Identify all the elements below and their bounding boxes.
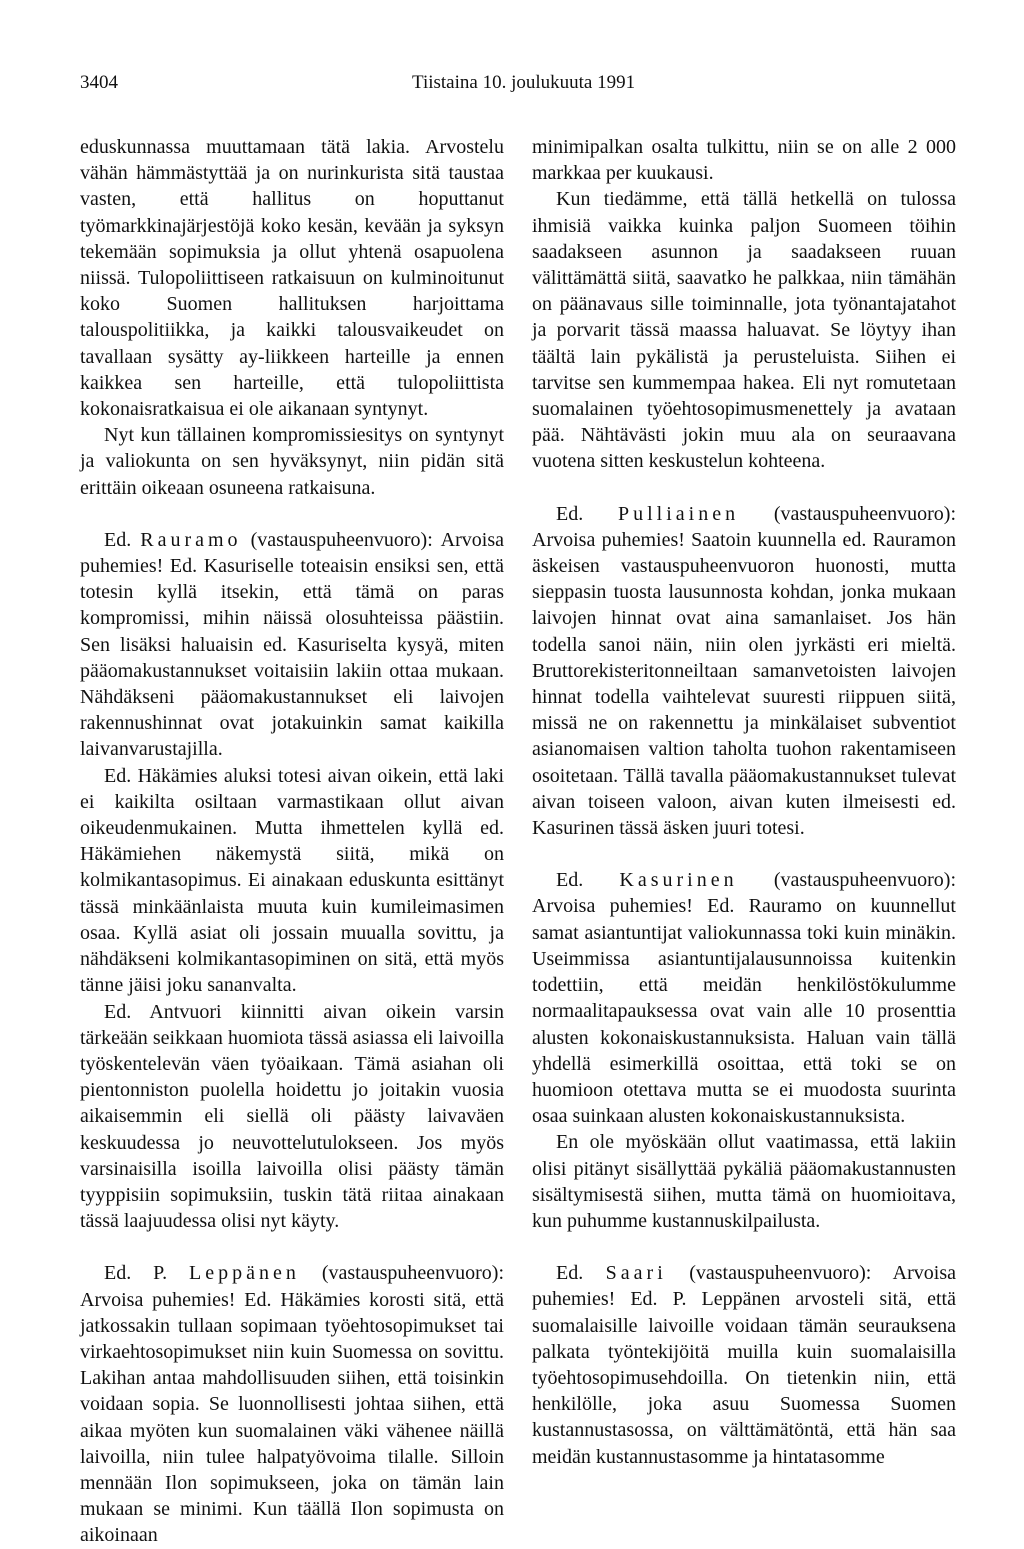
speaker-name: Saari: [605, 1262, 667, 1285]
speech-rauramo: [80, 527, 504, 763]
page-number: 3404: [80, 72, 118, 93]
paragraph: Kun tiedämme, että tällä hetkellä on tulossa ihmisiä vaikka kuinka paljon Suomeen töihin saadakseen asunnon ja saadakseen ruuan välittämättä siitä, saavatko he palkkaa, niin tämähän on päänavaus sille toiminnalle, jota työnantajatahot ja porvarit tässä maassa haluavat. Se löytyy ihan täältä lain pykälistä ja perusteluista. Siihen ei tarvitse sen kummempaa hakea. Eli nyt romutetaan suomalainen työehtosopimusmenettely ja avataan pää. Nähtävästi jokin muu ala on seuraavana vuotena sitten keskustelun kohteena.: [532, 188, 956, 473]
speaker-prefix: Ed.: [556, 1262, 584, 1285]
speaker-name: Rauramo: [140, 528, 242, 551]
left-column: [80, 134, 504, 1549]
speaker-prefix: Ed.: [556, 502, 584, 525]
speaker-name: Kasurinen: [619, 869, 738, 892]
speaker-name: Pulliainen: [617, 502, 740, 525]
paragraph: Ed. Häkämies aluksi totesi aivan oikein, että laki ei kaikilta osiltaan varmastikaan ollut aivan oikeudenmukainen. Mutta ihmettelen kyllä ed. Häkämiehen näkemystä siitä, mikä on kolmikantasopimus. Ei ainakaan eduskunta esittänyt tässä minkäänlaista muuta kuin kumileimasimen osaa. Kyllä asiat oli jossain muualla sovittu, ja nähdäkseni kolmikantasopiminen on sitä, että myös tänne jäisi joku sananvalta.: [80, 764, 504, 997]
speech-text: (vastauspuheenvuoro): Arvoisa puhemies! Ed. Kasuriselle toteaisin ensiksi sen, että totesin kyllä itsekin, että tämä on paras kompromissi, mihin näissä olosuhteissa päästiin. Sen lisäksi haluaisin ed. Kasuriselta kysyä, miten pääomakustannukset voitaisiin lakiin ottaa mukaan. Nähdäkseni pääomakustannukset eli laivojen rakennushinnat ovat jotakuinkin samat kaikilla laivanvarustajilla.: [80, 528, 505, 761]
paragraph: minimipalkan osalta tulkittu, niin se on alle 2 000 markkaa per kuukausi.: [532, 136, 956, 185]
speech-saari: [532, 1260, 956, 1470]
speech-pulliainen: [532, 501, 956, 842]
right-column: [532, 134, 956, 1470]
speaker-name: Leppänen: [189, 1262, 300, 1285]
speech-leppanen: [80, 1260, 504, 1548]
speech-text: (vastauspuheenvuoro): Arvoisa puhemies! Ed. Häkämies korosti sitä, että jatkossakin tullaan sopimaan työehtosopimukset tai virkaehtosopimukset niin kuin Suomessa on sovittu. Lakihan antaa mahdollisuuden siihen, että toisinkin voidaan sopia. Se luonnollisesti johtaa siihen, että aikaa myöten kun suomalainen väki vähenee näillä laivoilla, niin tulee halpatyövoima tilalle. Silloin mennään Ilon sopimukseen, joka on tämän lain mukaan se minimi. Kun täällä Ilon sopimusta on aikoinaan: [80, 1262, 505, 1547]
speaker-prefix: Ed.: [104, 528, 132, 551]
paragraph: Ed. Antvuori kiinnitti aivan oikein varsin tärkeään seikkaan huomiota tässä asiassa eli laivoilla työskentelevän väen työaikaan. Tämä asiahan oli pientonniston puolella hoidettu jo joitakin vuosia aikaisemmin eli siellä oli päästy laivaväen keskuudessa jo neuvottelutulokseen. Jos myös varsinaisilla isoilla laivoilla olisi päästy tämän tyyppisiin sopimuksiin, tuskin tätä riitaa ainakaan tässä laajuudessa olisi nyt käyty.: [80, 1000, 504, 1233]
speaker-prefix: Ed. P.: [104, 1262, 168, 1285]
speech-text: (vastauspuheenvuoro): Arvoisa puhemies! Saatoin kuunnella ed. Rauramon äskeisen vastauspuheenvuoron huonosti, mutta sieppasin tuosta lausunnosta kohdan, jonka mukaan laivojen hinnat ovat aina samanlaiset. Jos hän todella sanoi näin, niin olen jyrkästi eri mieltä. Bruttorekisteritonneiltaan samanvetoisten laivojen hinnat todella vaihtelevat suuresti riippuen siitä, missä ne on rakennettu ja minkälaiset subventiot asianomaisen valtion taholta tuohon rakentamiseen osoitetaan. Tällä tavalla pääomakustannukset tulevat aivan toiseen valoon, aivan kuten ilmeisesti ed. Kasurinen tässä äsken juuri totesi.: [532, 502, 956, 840]
paragraph: En ole myöskään ollut vaatimassa, että lakiin olisi pitänyt sisällyttää pykäliä pääomakustannusten sisältymisestä siihen, mutta tämä on huomioitava, kun puhumme kustannuskilpailusta.: [532, 1131, 956, 1232]
speech-kasurinen: [532, 867, 956, 1129]
page-header: [80, 72, 948, 102]
paragraph: Nyt kun tällainen kompromissiesitys on syntynyt ja valiokunta on sen hyväksynyt, niin pidän sitä erittäin oikeaan osuneena ratkaisuna.: [80, 424, 504, 499]
running-title: Tiistaina 10. joulukuuta 1991: [412, 72, 636, 93]
speaker-prefix: Ed.: [556, 869, 584, 892]
paragraph: eduskunnassa muuttamaan tätä lakia. Arvostelu vähän hämmästyttää ja on nurinkurista sitä taustaa vasten, että hallitus on hoputtanut työmarkkinajärjestöjä koko kesän, kevään ja syksyn tekemään sopimuksia ja ollut yhtenä osapuolena niissä. Tulopoliittiseen ratkaisuun on kulminoitunut koko Suomen hallituksen harjoittama talouspolitiikka, ja kaikki talousvaikeudet on tavallaan sysätty ay-liikkeen harteille ja ennen kaikkea sen harteille, että tulopoliittista kokonaisratkaisua ei ole aikanaan syntynyt.: [80, 136, 504, 421]
speech-text: (vastauspuheenvuoro): Arvoisa puhemies! Ed. P. Leppänen arvosteli sitä, että suomalaisille laivoille voidaan tämän seurauksena palkata työntekijöitä muilla kuin suomalaisilla työehtosopimusehdoilla. On tietenkin niin, että henkilölle, joka asuu Suomessa Suomen kustannustasossa, on välttämätöntä, että hän saa meidän kustannustasomme ja hintatasomme: [532, 1262, 957, 1468]
speech-text: (vastauspuheenvuoro): Arvoisa puhemies! Ed. Rauramo on kuunnellut samat asiantuntijat valiokunnassa toki kuin minäkin. Useimmissa asiantuntijalausunnoissa kuitenkin todettiin, että meidän henkilöstökulumme normaalitapauksessa ovat vain alle 10 prosenttia alusten kokonaiskustannuksista. Haluan vain tällä yhdellä esimerkillä osoittaa, että toki se on huomioon otettava mutta se ei muodosta suurinta osaa suinkaan alusten kokonaiskustannuksista.: [532, 869, 956, 1128]
